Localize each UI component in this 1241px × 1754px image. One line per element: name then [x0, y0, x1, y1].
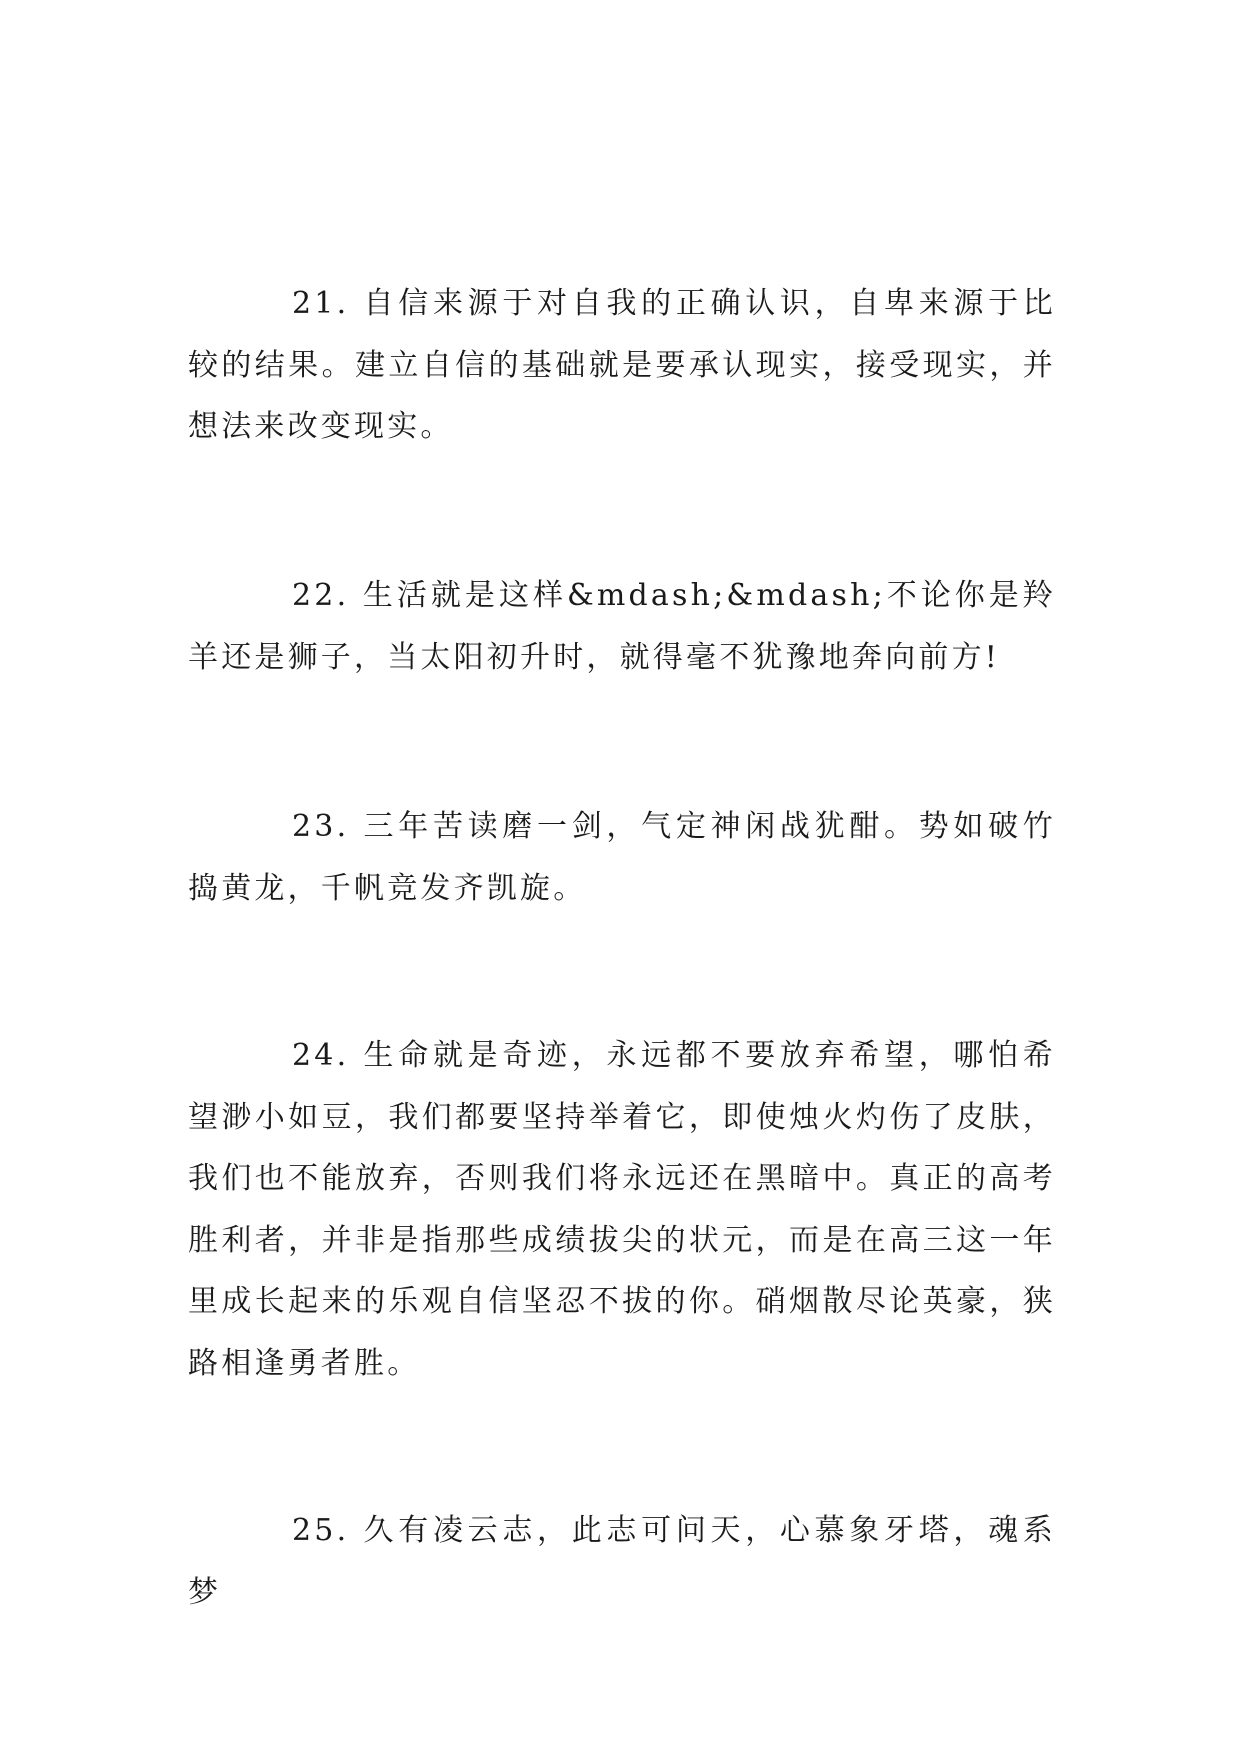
- paragraph-24: 24. 生命就是奇迹，永远都不要放弃希望，哪怕希望渺小如豆，我们都要坚持举着它，即使烛火灼伤了皮肤，我们也不能放弃，否则我们将永远还在黑暗中。真正的高考胜利者，并非是指那些成绩拔尖的状元，而是在高三这一年里成长起来的乐观自信坚忍不拔的你。硝烟散尽论英豪，狭路相逢勇者胜。: [188, 1038, 1056, 1381]
- paragraph-22: 22. 生活就是这样&mdash;&mdash;不论你是羚羊还是狮子，当太阳初升时，就得毫不犹豫地奔向前方!: [188, 578, 1056, 675]
- paragraph-25: 25. 久有凌云志，此志可问天，心慕象牙塔，魂系梦: [188, 1513, 1056, 1610]
- paragraph-21: 21. 自信来源于对自我的正确认识，自卑来源于比较的结果。建立自信的基础就是要承认现实，接受现实，并想法来改变现实。: [188, 286, 1056, 444]
- paragraph-23: 23. 三年苦读磨一剑，气定神闲战犹酣。势如破竹捣黄龙，千帆竞发齐凯旋。: [188, 809, 1056, 906]
